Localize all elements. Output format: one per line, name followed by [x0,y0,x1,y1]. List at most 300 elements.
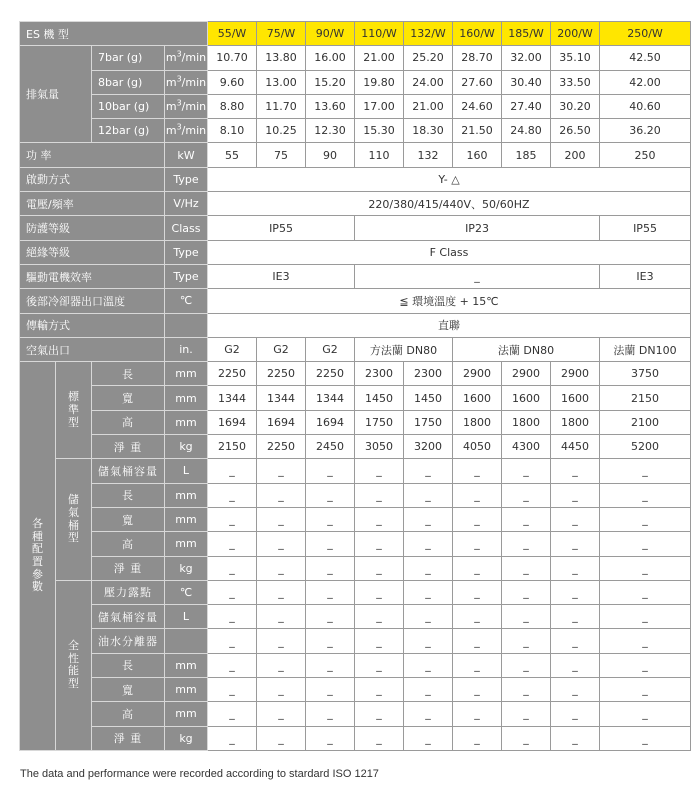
table-cell: 26.50 [551,119,600,143]
row-label-insulation: 絕緣等級 [20,240,165,264]
table-cell: _ [551,605,600,629]
unit-cell: kg [165,435,208,459]
table-cell: _ [306,605,355,629]
table-row [20,289,691,313]
table-cell: 42.50 [600,46,691,70]
table-cell: 27.40 [502,94,551,118]
table-cell: _ [453,702,502,726]
unit-cell: mm [165,362,208,386]
table-cell: _ [355,678,404,702]
row-label-power: 功 率 [20,143,165,167]
table-cell: 8.10 [208,119,257,143]
table-cell: _ [306,580,355,604]
table-cell: 10.70 [208,46,257,70]
table-row [20,507,691,531]
pressure-label: 7bar (g) [92,46,165,70]
table-cell: 18.30 [404,119,453,143]
start-value: Y- △ [208,167,691,191]
table-row [20,94,691,118]
table-cell: _ [502,702,551,726]
header-title: ES 機 型 [20,22,208,46]
unit-base: m [165,51,177,65]
table-cell: _ [600,653,691,677]
table-cell: 3750 [600,362,691,386]
unit-cell: Type [165,264,208,288]
param-label: 淨 重 [92,556,165,580]
param-label: 高 [92,410,165,434]
table-cell: _ [257,629,306,653]
table-cell: _ [404,605,453,629]
table-cell: _ [600,483,691,507]
table-cell: 1344 [257,386,306,410]
table-cell: _ [551,702,600,726]
unit-cell [165,46,208,70]
param-label: 壓力露點 [92,580,165,604]
table-cell: 3200 [404,435,453,459]
table-row [20,678,691,702]
table-cell: 30.40 [502,70,551,94]
table-cell: _ [453,507,502,531]
voltage-value: 220/380/415/440V、50/60HZ [208,192,691,216]
table-cell: 132 [404,143,453,167]
table-cell: _ [208,483,257,507]
table-row [20,192,691,216]
table-cell: _ [208,629,257,653]
table-cell: 15.30 [355,119,404,143]
group-label-full [56,580,92,750]
model-0: 55/W [208,22,257,46]
row-label-outlet-temp: 後部冷卻器出口溫度 [20,289,165,313]
param-label: 寬 [92,507,165,531]
table-cell: _ [355,702,404,726]
table-cell: _ [306,678,355,702]
unit-cell: in. [165,337,208,361]
table-cell: _ [257,726,306,750]
table-cell: _ [453,678,502,702]
table-cell: IP23 [355,216,600,240]
param-label: 高 [92,532,165,556]
table-cell: 1600 [502,386,551,410]
table-cell: _ [257,556,306,580]
unit-cell: mm [165,653,208,677]
unit-cell [165,629,208,653]
table-cell: 2900 [551,362,600,386]
table-cell: 2100 [600,410,691,434]
table-cell: 32.00 [502,46,551,70]
table-cell: 1800 [551,410,600,434]
table-cell: 2150 [600,386,691,410]
unit-cell: L [165,459,208,483]
unit-sup: 3 [176,74,182,84]
table-row [20,337,691,361]
table-cell: _ [551,580,600,604]
table-cell: 13.60 [306,94,355,118]
table-row [20,386,691,410]
table-cell: 1694 [208,410,257,434]
table-cell: _ [404,653,453,677]
table-cell: 2150 [208,435,257,459]
table-cell: _ [355,556,404,580]
table-cell: 8.80 [208,94,257,118]
table-cell: _ [600,629,691,653]
table-row [20,726,691,750]
table-cell: G2 [257,337,306,361]
table-row [20,313,691,337]
row-label-air-outlet: 空氣出口 [20,337,165,361]
model-3: 110/W [355,22,404,46]
table-cell: 法蘭 DN80 [453,337,600,361]
table-cell: _ [257,653,306,677]
table-cell: _ [257,459,306,483]
param-label: 寬 [92,386,165,410]
table-cell: 185 [502,143,551,167]
row-label-efficiency: 驅動電機效率 [20,264,165,288]
table-cell: 25.20 [404,46,453,70]
table-cell: 1750 [404,410,453,434]
table-cell: _ [551,507,600,531]
table-cell: _ [257,532,306,556]
table-row [20,167,691,191]
table-cell: _ [551,629,600,653]
unit-cell [165,119,208,143]
table-cell: _ [404,702,453,726]
table-cell: 2300 [404,362,453,386]
table-cell: 法蘭 DN100 [600,337,691,361]
table-cell: _ [306,702,355,726]
table-cell: _ [502,653,551,677]
unit-rest: /min [181,124,207,138]
table-cell: 28.70 [453,46,502,70]
table-cell: _ [306,653,355,677]
table-cell: _ [257,702,306,726]
model-5: 160/W [453,22,502,46]
table-cell: _ [306,507,355,531]
table-cell: _ [355,653,404,677]
table-cell: _ [208,678,257,702]
row-label-transmission: 傳輸方式 [20,313,165,337]
table-cell: _ [404,580,453,604]
table-cell: _ [551,653,600,677]
table-cell: 10.25 [257,119,306,143]
unit-cell: mm [165,678,208,702]
table-row [20,629,691,653]
pressure-label: 12bar (g) [92,119,165,143]
table-cell: 2250 [306,362,355,386]
model-7: 200/W [551,22,600,46]
outlet-temp-value: ≦ 環境溫度 + 15℃ [208,289,691,313]
table-row [20,532,691,556]
table-cell: 2250 [257,435,306,459]
table-cell: _ [208,580,257,604]
table-row [20,119,691,143]
table-row [20,143,691,167]
unit-cell [165,313,208,337]
table-cell: _ [257,483,306,507]
table-cell: _ [404,532,453,556]
model-6: 185/W [502,22,551,46]
unit-cell: Type [165,167,208,191]
row-label-voltage: 電壓/頻率 [20,192,165,216]
table-cell: _ [453,459,502,483]
table-cell: _ [551,678,600,702]
group-label-standard [56,362,92,459]
table-row [20,702,691,726]
table-row [20,410,691,434]
table-cell: _ [208,459,257,483]
table-cell: 33.50 [551,70,600,94]
table-cell: _ [257,507,306,531]
table-cell: 13.00 [257,70,306,94]
group-label-tank [56,459,92,580]
unit-cell: mm [165,386,208,410]
param-label: 儲氣桶容量 [92,605,165,629]
table-cell: 24.80 [502,119,551,143]
table-cell: 19.80 [355,70,404,94]
group-label-full-text: 全 性 能 型 [68,639,79,690]
unit-cell: mm [165,507,208,531]
table-cell: _ [208,726,257,750]
table-cell: 250 [600,143,691,167]
table-cell: 1450 [404,386,453,410]
table-cell: _ [208,702,257,726]
table-cell: 40.60 [600,94,691,118]
footnote: The data and performance were recorded according to stardard ISO 1217 [20,768,379,780]
table-cell: _ [502,459,551,483]
table-cell: _ [453,483,502,507]
table-cell: 1600 [551,386,600,410]
table-cell: _ [502,580,551,604]
table-cell: _ [404,726,453,750]
table-cell: 方法蘭 DN80 [355,337,453,361]
table-cell: _ [355,629,404,653]
table-cell: IE3 [600,264,691,288]
table-row [20,483,691,507]
group-label-standard-text: 標 準 型 [68,390,79,429]
table-cell: IP55 [208,216,355,240]
table-cell: 13.80 [257,46,306,70]
table-cell: _ [502,532,551,556]
table-cell: _ [404,556,453,580]
table-cell: 1750 [355,410,404,434]
unit-cell: Type [165,240,208,264]
table-cell: 24.60 [453,94,502,118]
param-label: 長 [92,362,165,386]
unit-sup: 3 [176,49,182,59]
table-row [20,22,691,46]
model-2: 90/W [306,22,355,46]
table-cell: IP55 [600,216,691,240]
unit-sup: 3 [176,98,182,108]
table-cell: _ [453,605,502,629]
table-cell: 3050 [355,435,404,459]
table-cell: _ [306,629,355,653]
table-row [20,264,691,288]
table-cell: _ [355,507,404,531]
unit-cell: mm [165,532,208,556]
table-cell: _ [502,507,551,531]
table-row [20,362,691,386]
param-label: 淨 重 [92,726,165,750]
unit-cell: mm [165,483,208,507]
table-cell: _ [306,726,355,750]
unit-rest: /min [181,51,207,65]
table-cell: _ [404,678,453,702]
unit-cell: kg [165,726,208,750]
table-cell: _ [600,556,691,580]
spec-table-body [20,22,691,751]
table-cell: _ [453,532,502,556]
unit-cell: ℃ [165,289,208,313]
table-row [20,653,691,677]
table-cell: G2 [306,337,355,361]
table-cell: _ [453,580,502,604]
table-cell: _ [306,556,355,580]
table-cell: 200 [551,143,600,167]
table-cell: 1450 [355,386,404,410]
table-cell: 1694 [257,410,306,434]
table-cell: _ [355,580,404,604]
table-cell: _ [502,629,551,653]
table-cell: _ [306,532,355,556]
table-cell: _ [257,605,306,629]
table-cell: 1344 [208,386,257,410]
param-label: 高 [92,702,165,726]
table-cell: 16.00 [306,46,355,70]
unit-cell: ℃ [165,580,208,604]
table-cell: 1600 [453,386,502,410]
table-cell: _ [208,605,257,629]
table-cell: _ [404,507,453,531]
table-cell: 1800 [502,410,551,434]
table-cell: 21.50 [453,119,502,143]
model-8: 250/W [600,22,691,46]
unit-cell [165,94,208,118]
table-cell: _ [257,678,306,702]
table-cell: _ [502,605,551,629]
table-cell: 27.60 [453,70,502,94]
table-cell: _ [600,507,691,531]
table-cell: 2900 [502,362,551,386]
table-cell: 2250 [257,362,306,386]
table-cell: _ [208,653,257,677]
table-cell: _ [502,726,551,750]
unit-cell: kg [165,556,208,580]
unit-cell: V/Hz [165,192,208,216]
transmission-value: 直聯 [208,313,691,337]
table-cell: _ [600,532,691,556]
param-label: 長 [92,653,165,677]
table-cell: 15.20 [306,70,355,94]
table-cell: 9.60 [208,70,257,94]
table-cell: _ [600,459,691,483]
table-cell: 110 [355,143,404,167]
table-cell: _ [355,483,404,507]
unit-sup: 3 [176,122,182,132]
unit-rest: /min [181,75,207,89]
table-row [20,70,691,94]
table-cell: 36.20 [600,119,691,143]
table-cell: 4450 [551,435,600,459]
row-label-protection: 防護等級 [20,216,165,240]
table-cell: 42.00 [600,70,691,94]
table-cell: _ [208,532,257,556]
table-cell: 11.70 [257,94,306,118]
table-cell: _ [502,678,551,702]
table-cell: _ [600,726,691,750]
table-cell: _ [551,459,600,483]
table-cell: _ [600,580,691,604]
param-label: 長 [92,483,165,507]
table-cell: G2 [208,337,257,361]
table-cell: 12.30 [306,119,355,143]
unit-cell: mm [165,410,208,434]
param-label: 淨 重 [92,435,165,459]
table-cell: 30.20 [551,94,600,118]
table-cell: _ [453,629,502,653]
table-cell: 2300 [355,362,404,386]
table-cell: _ [600,605,691,629]
table-cell: 1344 [306,386,355,410]
table-cell: 75 [257,143,306,167]
table-cell: _ [551,532,600,556]
table-cell: _ [355,264,600,288]
unit-base: m [165,100,177,114]
table-cell: 160 [453,143,502,167]
unit-base: m [165,75,177,89]
unit-cell [165,70,208,94]
configs-label-text: 各 種 配 置 參 數 [32,517,43,594]
group-label-tank-text: 儲 氣 桶 型 [68,493,79,545]
model-1: 75/W [257,22,306,46]
unit-rest: /min [181,100,207,114]
table-cell: _ [404,629,453,653]
row-label-start: 啟動方式 [20,167,165,191]
table-cell: _ [208,556,257,580]
table-row [20,435,691,459]
unit-cell: mm [165,702,208,726]
table-cell: _ [600,702,691,726]
table-cell: 21.00 [404,94,453,118]
model-4: 132/W [404,22,453,46]
table-cell: 4050 [453,435,502,459]
table-cell: _ [355,726,404,750]
unit-base: m [165,124,177,138]
table-row [20,556,691,580]
pressure-label: 10bar (g) [92,94,165,118]
table-cell: 1800 [453,410,502,434]
insulation-value: F Class [208,240,691,264]
table-cell: _ [551,483,600,507]
param-label: 油水分離器 [92,629,165,653]
pressure-label: 8bar (g) [92,70,165,94]
table-cell: _ [355,532,404,556]
table-cell: _ [355,459,404,483]
table-cell: _ [306,459,355,483]
table-cell: _ [453,653,502,677]
table-cell: _ [502,483,551,507]
table-cell: _ [502,556,551,580]
table-cell: _ [306,483,355,507]
table-cell: _ [355,605,404,629]
unit-cell: kW [165,143,208,167]
table-cell: _ [551,556,600,580]
param-label: 寬 [92,678,165,702]
table-cell: _ [257,580,306,604]
table-row [20,216,691,240]
table-cell: _ [404,483,453,507]
table-row [20,580,691,604]
table-cell: 55 [208,143,257,167]
